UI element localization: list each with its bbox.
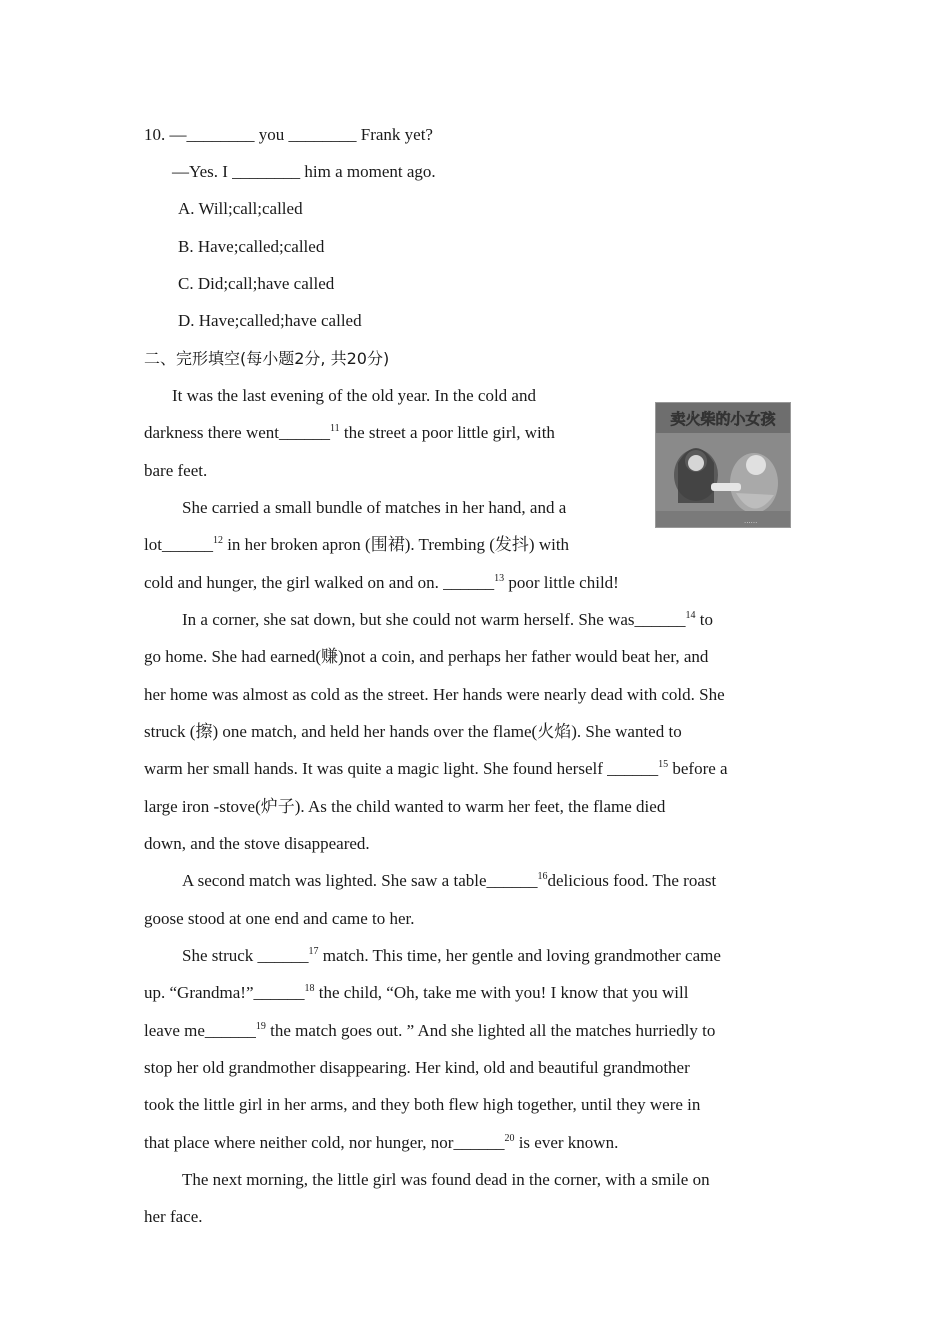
question-10-reply: —Yes. I ________ him a moment ago. bbox=[172, 162, 436, 181]
passage-line bbox=[144, 982, 688, 1004]
passage-line: her home was almost as cold as the street. Her hands were nearly dead with cold. She bbox=[144, 685, 725, 704]
illustration-caption: ...... bbox=[744, 517, 758, 525]
passage-line: struck (擦) one match, and held her hands over the flame(火焰). She wanted to bbox=[144, 722, 682, 741]
blank-number: 12 bbox=[212, 535, 223, 546]
passage-line: took the little girl in her arms, and they both flew high together, until they were in bbox=[144, 1095, 701, 1114]
passage-line bbox=[182, 609, 713, 631]
passage-text: In a corner, she sat down, but she could not warm herself. She was______ bbox=[182, 610, 686, 629]
blank-number: 17 bbox=[308, 946, 319, 957]
passage-line: down, and the stove disappeared. bbox=[144, 834, 370, 853]
passage-text: leave me______ bbox=[144, 1021, 256, 1040]
passage-text: lot______ bbox=[144, 535, 213, 554]
passage-text: poor little child! bbox=[504, 573, 619, 592]
option-b: B. Have;called;called bbox=[178, 237, 325, 256]
passage-line bbox=[144, 1132, 618, 1154]
story-illustration bbox=[655, 402, 791, 528]
blank-number: 15 bbox=[658, 759, 669, 770]
passage-line: stop her old grandmother disappearing. Her kind, old and beautiful grandmother bbox=[144, 1058, 690, 1077]
passage-text: that place where neither cold, nor hunger, nor______ bbox=[144, 1133, 505, 1152]
passage-text: in her broken apron (围裙). Trembing (发抖) with bbox=[222, 535, 570, 554]
passage-text: the street a poor little girl, with bbox=[339, 423, 555, 442]
passage-line bbox=[182, 870, 716, 892]
passage-text: match. This time, her gentle and loving grandmother came bbox=[318, 946, 721, 965]
passage-line: her face. bbox=[144, 1207, 203, 1226]
option-d: D. Have;called;have called bbox=[178, 311, 362, 330]
illustration-image bbox=[656, 403, 790, 527]
passage-line bbox=[144, 1020, 715, 1042]
passage-text: the child, “Oh, take me with you! I know that you will bbox=[314, 983, 689, 1002]
passage-line: It was the last evening of the old year. In the cold and bbox=[172, 386, 536, 405]
blank-number: 14 bbox=[685, 610, 696, 621]
passage-text: to bbox=[695, 610, 714, 629]
blank-number: 20 bbox=[504, 1133, 515, 1144]
passage-line bbox=[144, 422, 555, 444]
passage-line: go home. She had earned(赚)not a coin, and perhaps her father would beat her, and bbox=[144, 647, 709, 666]
blank-number: 18 bbox=[304, 983, 315, 994]
question-10-stem: 10. —________ you ________ Frank yet? bbox=[144, 125, 433, 144]
passage-line: bare feet. bbox=[144, 461, 208, 480]
passage-line: large iron -stove(炉子). As the child wanted to warm her feet, the flame died bbox=[144, 797, 666, 816]
passage-text: the match goes out. ” And she lighted all the matches hurriedly to bbox=[265, 1021, 716, 1040]
passage-text: She struck ______ bbox=[182, 946, 309, 965]
passage-line: goose stood at one end and came to her. bbox=[144, 909, 415, 928]
illustration-title: 卖火柴的小女孩 bbox=[670, 410, 776, 428]
passage-line bbox=[182, 945, 721, 967]
passage-text: is ever known. bbox=[514, 1133, 619, 1152]
passage-line bbox=[144, 534, 569, 556]
passage-text: cold and hunger, the girl walked on and on. ______ bbox=[144, 573, 495, 592]
passage-text: delicious food. The roast bbox=[547, 871, 717, 890]
passage-line: She carried a small bundle of matches in her hand, and a bbox=[182, 498, 567, 517]
passage-text: darkness there went______ bbox=[144, 423, 331, 442]
option-c: C. Did;call;have called bbox=[178, 274, 335, 293]
blank-number: 11 bbox=[330, 423, 340, 434]
passage-text: A second match was lighted. She saw a table______ bbox=[182, 871, 538, 890]
option-a: A. Will;call;called bbox=[178, 199, 303, 218]
passage-line bbox=[144, 758, 728, 780]
passage-text: up. “Grandma!”______ bbox=[144, 983, 305, 1002]
passage-line bbox=[144, 572, 619, 594]
blank-number: 13 bbox=[494, 573, 505, 584]
passage-line: The next morning, the little girl was found dead in the corner, with a smile on bbox=[182, 1170, 710, 1189]
passage-text: warm her small hands. It was quite a magic light. She found herself ______ bbox=[144, 759, 659, 778]
blank-number: 19 bbox=[255, 1021, 266, 1032]
passage-text: before a bbox=[668, 759, 728, 778]
blank-number: 16 bbox=[537, 871, 548, 882]
section-heading: 二、完形填空(每小题2分, 共20分) bbox=[144, 349, 390, 368]
